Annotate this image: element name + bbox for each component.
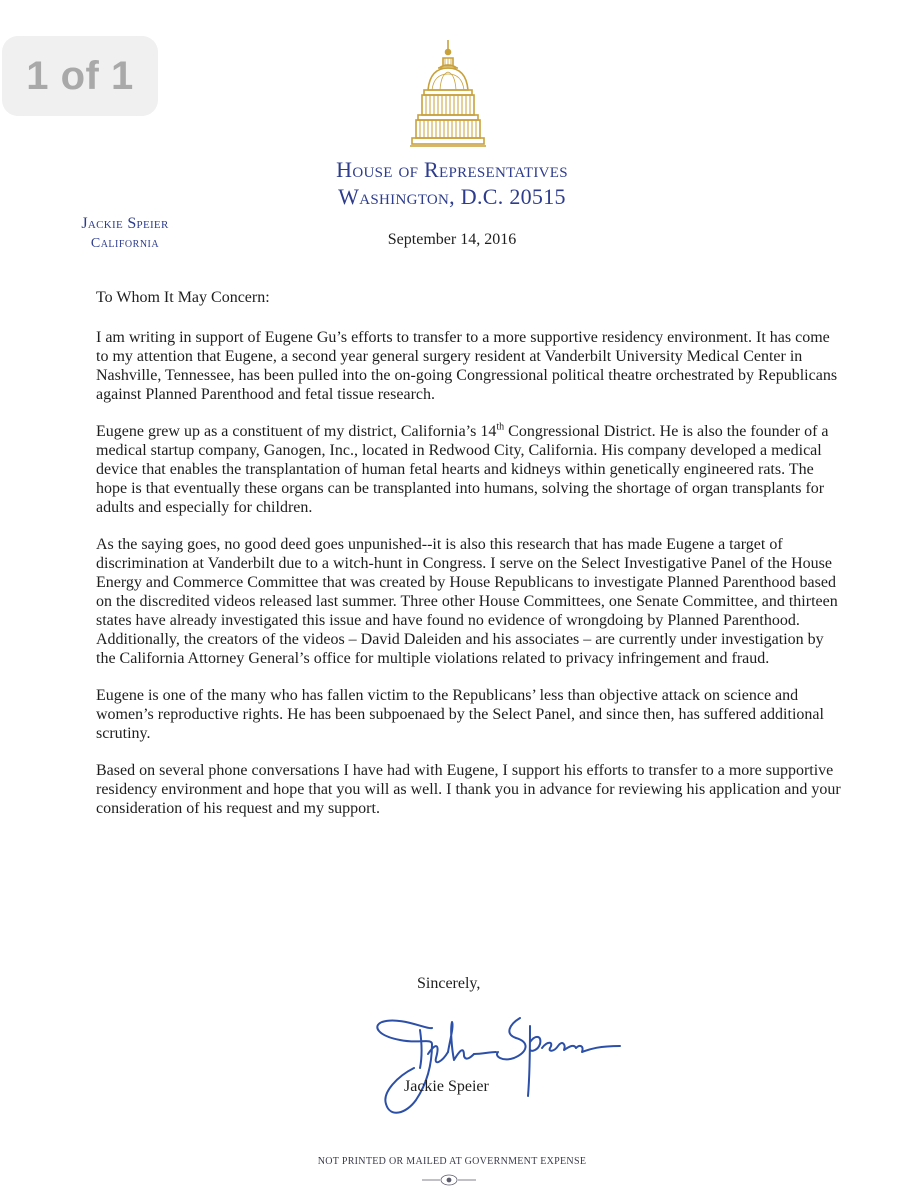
member-name: Jackie Speier [81, 215, 169, 232]
capitol-dome-icon [408, 38, 488, 150]
paragraph-4: Eugene is one of the many who has fallen victim to the Republicans’ less than objective attack on science and women’s reproductive rights. He has been subpoenaed by the Select Panel, and since then, has suffered additional scrutiny. [96, 687, 824, 742]
paragraph-2-rest: Congressional District. He is also the founder of a medical startup company, Ganogen, Inc., located in Redwood City, California. His company developed a medical device that enables the transplantation of human fetal hearts and kidneys within genetically engineered rats. The hope is that eventually these organs can be transplanted into humans, solving the shortage of organ transplants for adults and especially for children. [96, 423, 829, 516]
footer-notice: NOT PRINTED OR MAILED AT GOVERNMENT EXPENSE [317, 1156, 587, 1167]
member-state: California [90, 236, 160, 251]
paragraph-2 [96, 422, 841, 517]
page-count-badge: 1 of 1 [2, 36, 158, 116]
letterhead-address: Washington, D.C. 20515 [338, 184, 566, 209]
letter-date: September 14, 2016 [387, 231, 517, 248]
salutation: To Whom It May Concern: [96, 289, 270, 306]
paragraph-1: I am writing in support of Eugene Gu’s efforts to transfer to a more supportive residency environment. It has come to my attention that Eugene, a second year general surgery resident at Vanderbilt University Medical Center in Nashville, Tennessee, has been pulled into the on-going Congressional political theatre orchestrated by Republicans against Planned Parenthood and fetal tissue research. [96, 329, 838, 403]
signer-name: Jackie Speier [404, 1078, 489, 1095]
paragraph-5: Based on several phone conversations I have had with Eugene, I support his efforts to transfer to a more supportive residency environment and hope that you will as well. I thank you in advance for reviewing his application and your consideration of his request and my support. [96, 762, 841, 817]
paragraph-3: As the saying goes, no good deed goes unpunished--it is also this research that has made Eugene a target of discrimination at Vanderbilt due to a witch-hunt in Congress. I serve on the Select Investigative Panel of the House Energy and Commerce Committee that was created by House Republicans to investigate Planned Parenthood based on the discredited videos released last summer. Three other House Committees, one Senate Committee, and thirteen states have already investigated this issue and have found no evidence of wrongdoing by Planned Parenthood. Additionally, the creators of the videos – David Daleiden and his associates – are currently under investigation by the California Attorney General’s office for multiple violations related to privacy infringement and fraud. [96, 536, 838, 667]
letter-body [96, 288, 841, 836]
paragraph-2-start: Eugene grew up as a constituent of my district, California’s 14 [96, 423, 497, 440]
signature-image [370, 1000, 640, 1125]
ordinal-suffix: th [496, 421, 505, 433]
letterhead-title: House of Representatives [336, 157, 568, 182]
closing: Sincerely, [417, 975, 481, 992]
union-label-icon [420, 1174, 478, 1186]
